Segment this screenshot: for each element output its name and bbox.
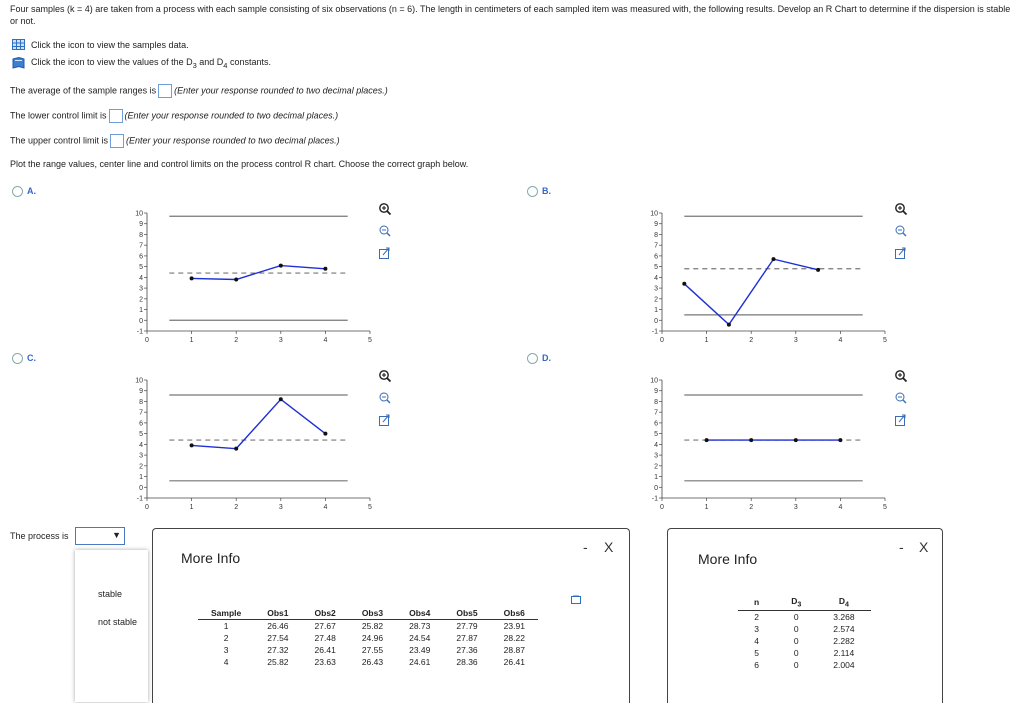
x-tick-label: 5 [883, 337, 887, 344]
range-point [234, 278, 238, 282]
x-tick-label: 2 [234, 504, 239, 511]
y-tick-label: 4 [139, 274, 143, 282]
range-point [190, 443, 194, 447]
range-point [682, 282, 686, 286]
zoom-out-icon[interactable] [896, 393, 906, 403]
y-tick-label: 7 [654, 242, 658, 250]
x-tick-label: 0 [145, 337, 149, 344]
y-tick-label: 0 [654, 484, 658, 492]
x-tick-label: 0 [660, 504, 664, 511]
table-cell: 4 [223, 657, 229, 667]
chart-option-d [640, 372, 900, 512]
table-cell: 27.36 [456, 645, 478, 655]
table-cell: 25.82 [267, 657, 289, 667]
chart-option-b [640, 205, 900, 345]
y-tick-label: 2 [654, 463, 658, 471]
y-tick-label: -1 [136, 328, 143, 336]
range-point [838, 438, 842, 442]
y-tick-label: 2 [654, 296, 658, 304]
chart-option-c [125, 372, 385, 512]
y-tick-label: 5 [654, 264, 658, 272]
x-tick-label: 2 [749, 504, 754, 511]
table-cell: 28.87 [503, 645, 525, 655]
table-cell: 26.41 [503, 657, 525, 667]
table-cell: 27.48 [314, 633, 336, 643]
range-point [705, 438, 709, 442]
table-row [738, 635, 871, 647]
table-row [198, 620, 538, 633]
range-point [727, 323, 731, 327]
samples-link-row[interactable] [12, 39, 189, 50]
option-d-radio[interactable] [527, 353, 538, 364]
column-header: Obs6 [491, 607, 538, 620]
x-tick-label: 0 [660, 337, 664, 344]
column-header: $D_3$ [775, 595, 817, 610]
dropdown-option-stable[interactable]: stable [98, 589, 123, 599]
x-tick-label: 5 [883, 504, 887, 511]
y-tick-label: 3 [139, 285, 143, 293]
table-cell: 2.574 [833, 623, 855, 634]
range-point [749, 438, 753, 442]
range-point [794, 438, 798, 442]
range-point [772, 257, 776, 261]
x-tick-label: 3 [278, 504, 283, 511]
option-b[interactable]: B. [527, 186, 551, 197]
plot-instruction: Plot the range values, center line and control limits on the process control R chart. Choose the correct graph below. [10, 159, 469, 169]
zoom-tools [893, 369, 909, 431]
option-b-radio[interactable] [527, 186, 538, 197]
table-cell: 3 [223, 645, 229, 655]
zoom-in-icon[interactable] [896, 371, 907, 382]
y-tick-label: 1 [654, 474, 658, 482]
y-tick-label: 0 [139, 317, 143, 325]
chart-c-tools [377, 369, 393, 433]
chart-d-tools [893, 369, 909, 433]
constants-table [738, 595, 871, 671]
avg-range-question: The average of the sample ranges is (Enter your response rounded to two decimal places.) [10, 84, 388, 98]
table-row [198, 644, 538, 656]
table-cell: 26.41 [314, 645, 336, 655]
table-cell: 2.114 [833, 647, 855, 658]
y-tick-label: -1 [651, 495, 658, 503]
x-tick-label: 1 [189, 504, 194, 511]
y-tick-label: 8 [139, 398, 143, 406]
column-header: $D_4$ [817, 595, 870, 610]
table-row [198, 656, 538, 668]
open-new-window-icon[interactable] [380, 248, 390, 259]
y-tick-label: 6 [139, 420, 143, 428]
table-icon[interactable] [12, 39, 25, 50]
zoom-out-icon[interactable] [896, 226, 906, 236]
table-row [738, 659, 871, 671]
x-tick-label: 1 [189, 337, 194, 344]
y-tick-label: 2 [139, 463, 143, 471]
range-point [234, 447, 238, 451]
samples-popup-minimize-button[interactable]: - [583, 539, 588, 555]
samples-popup-title: More Info [181, 550, 241, 566]
ucl-input[interactable] [110, 134, 124, 148]
y-tick-label: 0 [654, 317, 658, 325]
y-tick-label: 7 [139, 409, 143, 417]
y-tick-label: 6 [139, 253, 143, 261]
constants-link-row[interactable] [12, 57, 271, 70]
y-tick-label: 8 [139, 231, 143, 239]
process-dropdown[interactable] [75, 527, 125, 545]
chart-option-a [125, 205, 385, 345]
y-tick-label: 1 [654, 307, 658, 315]
table-cell: 2 [223, 633, 229, 643]
y-tick-label: 4 [654, 441, 658, 449]
y-tick-label: 0 [139, 484, 143, 492]
zoom-tools [377, 202, 393, 264]
y-tick-label: 8 [654, 398, 658, 406]
dropdown-arrow-icon[interactable]: ▼ [112, 530, 121, 540]
range-series-line [192, 399, 326, 448]
dropdown-option-not-stable[interactable]: not stable [98, 617, 138, 627]
table-cell: 28.73 [409, 621, 431, 631]
y-tick-label: -1 [136, 495, 143, 503]
option-d[interactable]: D. [527, 353, 551, 364]
table-row [738, 647, 871, 659]
table-cell: 28.22 [503, 633, 525, 643]
constants-popup-minimize-button[interactable]: - [899, 539, 904, 555]
table-cell: 0 [793, 647, 799, 658]
process-label: The process is [10, 531, 69, 541]
y-tick-label: -1 [651, 328, 658, 336]
y-tick-label: 10 [650, 210, 658, 218]
y-tick-label: 10 [135, 377, 143, 385]
constants-popup [667, 528, 943, 703]
x-tick-label: 4 [838, 504, 843, 511]
table-cell: 27.79 [456, 621, 478, 631]
y-tick-label: 9 [139, 388, 143, 396]
column-header: Obs1 [254, 607, 301, 620]
table-row [738, 623, 871, 635]
zoom-tools [893, 202, 909, 264]
y-tick-label: 9 [654, 221, 658, 229]
table-cell: 2.004 [833, 659, 855, 670]
table-cell: 2.282 [833, 635, 855, 646]
table-cell: 1 [223, 621, 229, 631]
x-tick-label: 4 [323, 504, 328, 511]
zoom-in-icon[interactable] [380, 204, 391, 215]
table-cell: 26.46 [267, 621, 289, 631]
range-point [323, 432, 327, 436]
y-tick-label: 1 [139, 307, 143, 315]
table-cell: 28.36 [456, 657, 478, 667]
table-cell: 2 [754, 611, 759, 622]
table-header-row [738, 595, 871, 610]
y-tick-label: 4 [139, 441, 143, 449]
y-tick-label: 10 [135, 210, 143, 218]
y-tick-label: 6 [654, 253, 658, 261]
y-tick-label: 2 [139, 296, 143, 304]
table-cell: 3 [754, 623, 759, 634]
table-cell: 27.67 [314, 621, 336, 631]
zoom-tools [377, 369, 393, 431]
table-header-row [198, 607, 538, 620]
samples-table [198, 607, 538, 668]
column-header: Obs2 [302, 607, 349, 620]
y-tick-label: 3 [654, 452, 658, 460]
table-cell: 27.32 [267, 645, 289, 655]
x-tick-label: 1 [704, 337, 709, 344]
range-point [323, 267, 327, 271]
table-cell: 24.96 [361, 633, 384, 643]
x-tick-label: 3 [793, 337, 798, 344]
zoom-in-icon[interactable] [896, 204, 907, 215]
column-header: Obs5 [443, 607, 490, 620]
copy-icon[interactable] [571, 595, 581, 604]
range-point [190, 276, 194, 280]
chart-b-tools [893, 202, 909, 266]
x-tick-label: 5 [368, 337, 372, 344]
range-point [816, 268, 820, 272]
constants-popup-title: More Info [698, 551, 758, 567]
table-cell: 6 [754, 659, 759, 670]
column-header: n [738, 595, 775, 610]
table-cell: 27.87 [456, 633, 478, 643]
table-cell: 4 [754, 635, 759, 646]
y-tick-label: 4 [654, 274, 658, 282]
table-cell: 3.268 [833, 611, 855, 622]
y-tick-label: 9 [139, 221, 143, 229]
lcl-question: The lower control limit is (Enter your response rounded to two decimal places.) [10, 109, 338, 123]
samples-popup [152, 528, 630, 703]
table-cell: 25.82 [361, 621, 384, 631]
constants-popup-close-button[interactable]: X [919, 539, 929, 555]
table-cell: 26.43 [361, 657, 384, 667]
column-header: Obs4 [396, 607, 443, 620]
table-cell: 23.91 [503, 621, 525, 631]
x-tick-label: 2 [749, 337, 754, 344]
option-a[interactable]: A. [12, 186, 36, 197]
range-point [279, 264, 283, 268]
table-cell: 23.49 [409, 645, 431, 655]
table-cell: 27.54 [267, 633, 289, 643]
y-tick-label: 3 [139, 452, 143, 460]
range-point [279, 397, 283, 401]
table-row [198, 632, 538, 644]
table-cell: 5 [754, 647, 759, 658]
table-cell: 24.61 [409, 657, 431, 667]
y-tick-label: 5 [139, 264, 143, 272]
y-tick-label: 6 [654, 420, 658, 428]
open-new-window-icon[interactable] [896, 248, 906, 259]
open-new-window-icon[interactable] [896, 415, 906, 426]
x-tick-label: 4 [838, 337, 843, 344]
zoom-out-icon[interactable] [380, 393, 390, 403]
zoom-in-icon[interactable] [380, 371, 391, 382]
ucl-question: The upper control limit is (Enter your response rounded to two decimal places.) [10, 134, 340, 148]
book-icon[interactable] [12, 57, 25, 69]
y-tick-label: 7 [654, 409, 658, 417]
x-tick-label: 3 [793, 504, 798, 511]
x-tick-label: 1 [704, 504, 709, 511]
x-tick-label: 0 [145, 504, 149, 511]
x-tick-label: 3 [278, 337, 283, 344]
avg-range-input[interactable] [158, 84, 172, 98]
x-tick-label: 2 [234, 337, 239, 344]
option-a-radio[interactable] [12, 186, 23, 197]
option-c[interactable]: C. [12, 353, 36, 364]
table-cell: 0 [793, 659, 799, 670]
y-tick-label: 7 [139, 242, 143, 250]
lcl-input[interactable] [109, 109, 123, 123]
y-tick-label: 8 [654, 231, 658, 239]
y-tick-label: 10 [650, 377, 658, 385]
samples-link-text[interactable]: Click the icon to view the samples data. [31, 39, 189, 50]
samples-popup-close-button[interactable]: X [604, 539, 614, 555]
column-header: Obs3 [349, 607, 396, 620]
process-dropdown-menu [75, 550, 148, 702]
y-tick-label: 9 [654, 388, 658, 396]
open-new-window-icon[interactable] [380, 415, 390, 426]
constants-link-text[interactable]: Click the icon to view the values of the $D_3$ and $D_4$ constants. [31, 57, 271, 70]
column-header: Sample [198, 607, 254, 620]
x-tick-label: 4 [323, 337, 328, 344]
table-cell: 0 [793, 635, 799, 646]
table-cell: 24.54 [409, 633, 431, 643]
zoom-out-icon[interactable] [380, 226, 390, 236]
question-intro: Four samples (k = 4) are taken from a process with each sample consisting of six observations (n = 6). The length in centimeters of each sampled item was measured with, the following results. Develop an R Chart to determine if the dispersion is stable or not. [10, 4, 1011, 26]
table-cell: 0 [793, 611, 799, 622]
x-tick-label: 5 [368, 504, 372, 511]
chart-a-tools [377, 202, 393, 266]
y-tick-label: 5 [139, 431, 143, 439]
table-cell: 27.55 [361, 645, 384, 655]
table-cell: 23.63 [314, 657, 336, 667]
table-row [738, 610, 871, 623]
option-c-radio[interactable] [12, 353, 23, 364]
y-tick-label: 3 [654, 285, 658, 293]
y-tick-label: 1 [139, 474, 143, 482]
y-tick-label: 5 [654, 431, 658, 439]
table-cell: 0 [793, 623, 799, 634]
